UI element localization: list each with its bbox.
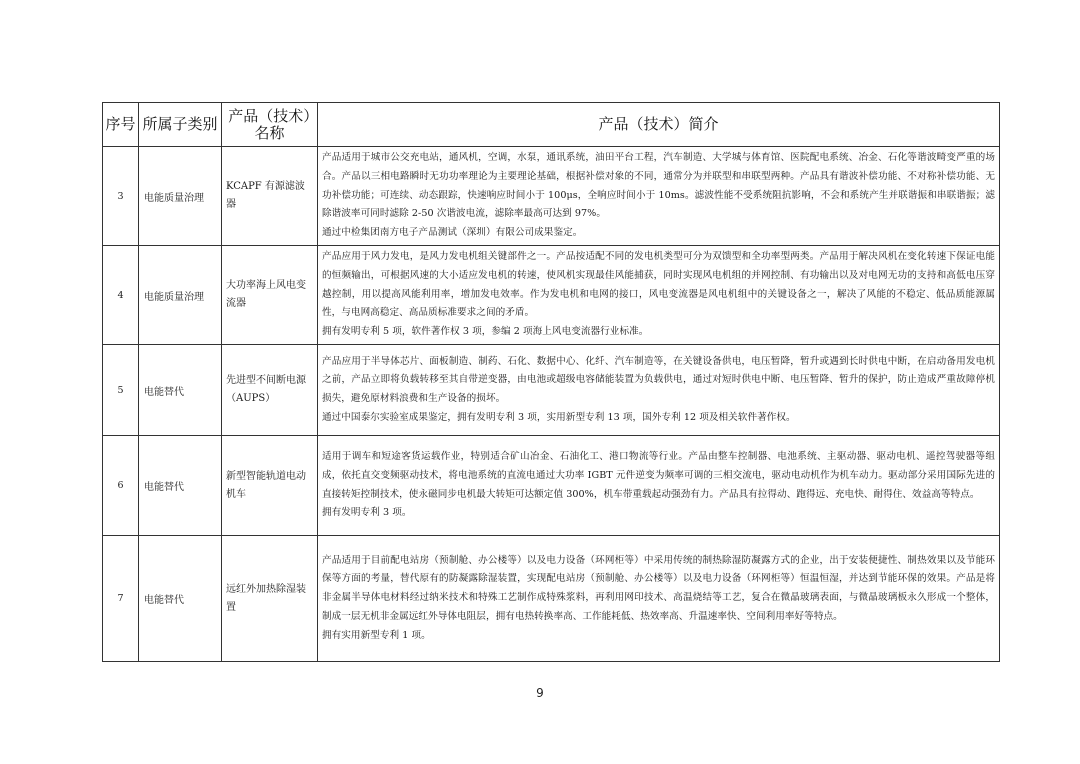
row-no: 4: [103, 246, 139, 345]
row-name: 远红外加热除湿装置: [222, 536, 318, 662]
description-paragraph: 产品应用于半导体芯片、面板制造、制药、石化、数据中心、化纤、汽车制造等，在关键设备供电，电压暂降，暂升或遇到长时供电中断，在启动备用发电机之前，产品立即将负载转移至其自带逆变器，由电池或超级电容储能装置为负载供电，通过对短时供电中断、电压暂降、暂升的保护，防止造成严重故障停机损失，避免原材料浪费和生产设备的损坏。: [322, 355, 995, 404]
table-row: [103, 147, 1000, 246]
row-no: 3: [103, 147, 139, 246]
page-number: 9: [536, 686, 544, 700]
description-paragraph: 拥有实用新型专利 1 项。: [322, 629, 431, 641]
description-paragraph: 产品适用于城市公交充电站，通风机，空调，水泵，通讯系统，油田平台工程，汽车制造、大学城与体育馆、医院配电系统、冶金、石化等谐波畸变严重的场合。产品以三相电路瞬时无功功率理论为主要理论基础，根据补偿对象的不同，通常分为并联型和串联型两种。产品具有谐波补偿功能、不对称补偿功能、无功补偿功能；可连续、动态跟踪，快速响应时间小于 100μs，全响应时间小于 10ms。滤波性能不受系统阻抗影响，不会和系统产生并联谐振和串联谐振；滤除谐波率可同时滤除 2-50 次谐波电流，滤除率最高可达到 97%。: [322, 152, 995, 220]
description-paragraph: 通过中检集团南方电子产品测试（深圳）有限公司成果鉴定。: [322, 227, 583, 239]
header-no: 序号: [103, 103, 139, 147]
row-category: 电能替代: [139, 536, 222, 662]
row-description: [318, 246, 1000, 345]
description-paragraph: 适用于调车和短途客货运载作业，特别适合矿山冶金、石油化工、港口物流等行业。产品由整车控制器、电池系统、主驱动器、驱动电机、遥控驾驶器等组成，依托直交变频驱动技术，将电池系统的直流电通过大功率 IGBT 元件逆变为频率可调的三相交流电，驱动电动机作为机车动力。驱动部分采用国际先进的直接转矩控制技术，使永磁同步电机最大转矩可达额定值 300%，机车带重载起动强劲有力。产品具有拉得动、跑得远、充电快、耐得住、效益高等特点。: [322, 451, 995, 500]
table-row: [103, 436, 1000, 536]
header-row: [103, 103, 1000, 147]
description-paragraph: 产品应用于风力发电，是风力发电机组关键部件之一。产品按适配不同的发电机类型可分为双馈型和全功率型两类。产品用于解决风机在变化转速下保证电能的恒频输出，可根据风速的大小适应发电机的转速，使风机实现最佳风能捕获，同时实现风电机组的并网控制、有功输出以及对电网无功的支持和高低电压穿越控制，用以提高风能利用率，增加发电效率。作为发电机和电网的接口，风电变流器是风电机组中的关键设备之一，解决了风能的不稳定、低品质能源属性，与电网高稳定、高品质标准要求之间的矛盾。: [322, 251, 995, 319]
row-name: 大功率海上风电变流器: [222, 246, 318, 345]
description-paragraph: 通过中国泰尔实验室成果鉴定，拥有发明专利 3 项，实用新型专利 13 项，国外专利 12 项及相关软件著作权。: [322, 411, 796, 423]
table-row: [103, 536, 1000, 662]
row-category: 电能质量治理: [139, 147, 222, 246]
header-category: 所属子类别: [139, 103, 222, 147]
row-no: 6: [103, 436, 139, 536]
row-description: [318, 536, 1000, 662]
row-category: 电能质量治理: [139, 246, 222, 345]
description-paragraph: 拥有发明专利 3 项。: [322, 507, 412, 519]
header-name: 产品（技术）名称: [222, 103, 318, 147]
header-description: 产品（技术）简介: [318, 103, 1000, 147]
table-row: [103, 345, 1000, 436]
row-category: 电能替代: [139, 436, 222, 536]
row-category: 电能替代: [139, 345, 222, 436]
row-description: [318, 436, 1000, 536]
row-description: [318, 345, 1000, 436]
row-name: 先进型不间断电源（AUPS）: [222, 345, 318, 436]
description-paragraph: 拥有发明专利 5 项，软件著作权 3 项，参编 2 项海上风电变流器行业标准。: [322, 326, 649, 338]
row-name: 新型智能轨道电动机车: [222, 436, 318, 536]
row-no: 7: [103, 536, 139, 662]
row-no: 5: [103, 345, 139, 436]
product-table: [102, 102, 1000, 662]
row-description: [318, 147, 1000, 246]
row-name: KCAPF 有源滤波器: [222, 147, 318, 246]
description-paragraph: 产品适用于目前配电站房（预制舱、办公楼等）以及电力设备（环网柜等）中采用传统的制热除湿防凝露方式的企业，出于安装便捷性、制热效果以及节能环保等方面的考量，替代原有的防凝露除湿装置，实现配电站房（预制舱、办公楼等）以及电力设备（环网柜等）恒温恒湿，并达到节能环保的效果。产品是将非金属半导体电材料经过纳米技术和特殊工艺制作成特殊浆料，再利用网印技术、高温烧结等工艺，复合在微晶玻璃表面，与微晶玻璃板永久形成一个整体，制成一层无机非金属远红外导体电阻层，拥有电热转换率高、工作能耗低、热效率高、升温速率快、空间利用率好等特点。: [322, 554, 995, 622]
table-row: [103, 246, 1000, 345]
